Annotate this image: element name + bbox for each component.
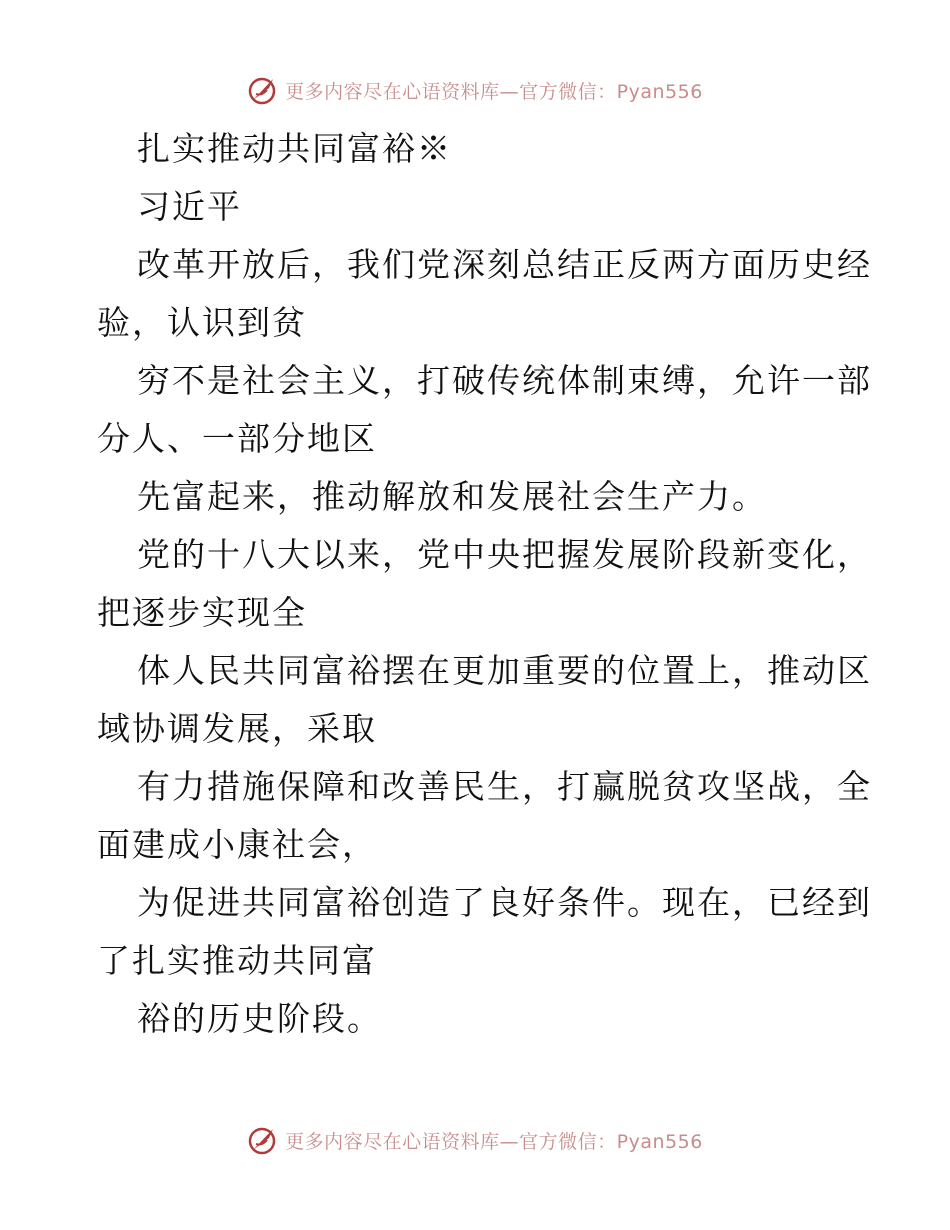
header-watermark (0, 70, 950, 110)
paragraph-line: 域协调发展，采取 (97, 709, 377, 748)
paragraph-line: 了扎实推动共同富 (97, 941, 377, 980)
paragraph-line: 有力措施保障和改善民生，打赢脱贫攻坚战，全 (137, 767, 872, 806)
watermark-text: 更多内容尽在心语资料库—官方微信：Pyan556 (285, 1130, 703, 1153)
document-author: 习近平 (137, 187, 242, 226)
quill-logo-icon (247, 1124, 279, 1156)
document-title: 扎实推动共同富裕※ (137, 129, 452, 168)
paragraph-line: 验，认识到贫 (97, 303, 307, 342)
paragraph-line: 先富起来，推动解放和发展社会生产力。 (137, 477, 767, 516)
paragraph-line: 面建成小康社会， (97, 825, 377, 864)
paragraph-line: 裕的历史阶段。 (137, 999, 382, 1038)
footer-watermark (0, 1120, 950, 1160)
document-body (97, 120, 872, 1048)
paragraph-line: 穷不是社会主义，打破传统体制束缚，允许一部 (137, 361, 872, 400)
paragraph-line: 党的十八大以来，党中央把握发展阶段新变化， (137, 535, 872, 574)
paragraph-line: 把逐步实现全 (97, 593, 307, 632)
paragraph-line: 为促进共同富裕创造了良好条件。现在，已经到 (137, 883, 872, 922)
watermark-text: 更多内容尽在心语资料库—官方微信：Pyan556 (285, 80, 703, 103)
paragraph-line: 体人民共同富裕摆在更加重要的位置上，推动区 (137, 651, 872, 690)
paragraph-line: 改革开放后，我们党深刻总结正反两方面历史经 (137, 245, 872, 284)
quill-logo-icon (247, 74, 279, 106)
paragraph-line: 分人、一部分地区 (97, 419, 377, 458)
